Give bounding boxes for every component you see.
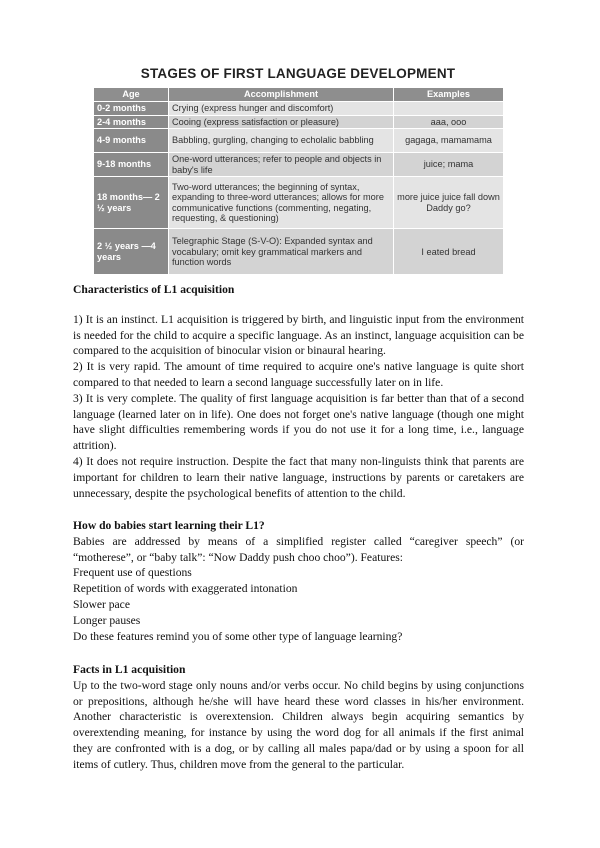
table-row — [94, 177, 504, 229]
section-heading: How do babies start learning their L1? — [73, 519, 265, 532]
row-age: 18 months— 2 ½ years — [94, 177, 169, 229]
table-row — [94, 129, 504, 153]
list-item: Repetition of words with exaggerated intonation — [73, 582, 298, 596]
paragraph: Babies are addressed by means of a simplified register called “caregiver speech” (or “motherese”, or “baby talk”: “Now Daddy push choo choo”). Features: — [73, 534, 524, 564]
table-row — [94, 229, 504, 275]
row-examples: I eated bread — [394, 229, 504, 275]
section-babies — [73, 518, 524, 644]
list-item: Frequent use of questions — [73, 566, 192, 580]
row-accomplishment: One-word utterances; refer to people and objects in baby's life — [169, 153, 394, 177]
row-accomplishment: Cooing (express satisfaction or pleasure) — [169, 115, 394, 129]
table-row — [94, 115, 504, 129]
row-age: 4-9 months — [94, 129, 169, 153]
paragraph: 2) It is very rapid. The amount of time required to acquire one's native language is quite short compared to that needed to learn a second language successfully later on in life. — [73, 360, 524, 389]
paragraph: Up to the two-word stage only nouns and/or verbs occur. No child begins by using conjunctions or prepositions, although he/she will have heard these word classes in his/her environment. Another characteristic is overextension. Children always begin acquiring semantics by overextending meaning, for instance by using the word dog for all animals if the first animal they are confronted with is a dog, or by calling all males papa/dad or by using a spoon for all items of cutlery. Thus, children move from the general to the particular. — [73, 678, 524, 771]
row-examples: juice; mama — [394, 153, 504, 177]
section-heading: Facts in L1 acquisition — [73, 663, 186, 676]
row-examples: more juice juice fall down Daddy go? — [394, 177, 504, 229]
row-examples: aaa, ooo — [394, 115, 504, 129]
row-age: 9-18 months — [94, 153, 169, 177]
paragraph: 3) It is very complete. The quality of first language acquisition is far better than that of a second language (learned later on in life). One does not forget one's native language (though one might have slight difficulties remembering words if you do not use it for a long time, i.e., language attrition). — [73, 391, 524, 453]
section-characteristics — [73, 282, 524, 501]
row-accomplishment: Crying (express hunger and discomfort) — [169, 102, 394, 116]
row-accomplishment: Telegraphic Stage (S-V-O): Expanded syntax and vocabulary; omit key grammatical markers and function words — [169, 229, 394, 275]
stages-table-figure — [93, 66, 503, 275]
header-age: Age — [94, 88, 169, 102]
paragraph: Do these features remind you of some other type of language learning? — [73, 629, 403, 643]
table-title: STAGES OF FIRST LANGUAGE DEVELOPMENT — [140, 66, 456, 81]
row-age: 0-2 months — [94, 102, 169, 116]
row-accomplishment: Babbling, gurgling, changing to echolalic babbling — [169, 129, 394, 153]
row-examples — [394, 102, 504, 116]
header-examples: Examples — [394, 88, 504, 102]
paragraph: 4) It does not require instruction. Despite the fact that many non-linguists think that parents are important for children to learn their native language, instructions by parents or caretakers are unnecessary, despite the psychological benefits of attention to the child. — [73, 454, 524, 500]
table-header-row — [94, 88, 504, 102]
list-item: Longer pauses — [73, 613, 141, 627]
list-item: Slower pace — [73, 597, 130, 611]
row-age: 2 ½ years —4 years — [94, 229, 169, 275]
paragraph: 1) It is an instinct. L1 acquisition is triggered by birth, and linguistic input from the environment is needed for the child to acquire a specific language. As an instinct, language acquisition can be compared to the acquisition of binocular vision or binaural hearing. — [73, 312, 524, 358]
header-accomplishment: Accomplishment — [169, 88, 394, 102]
stages-table — [93, 87, 504, 275]
row-age: 2-4 months — [94, 115, 169, 129]
row-accomplishment: Two-word utterances; the beginning of syntax, expanding to three-word utterances; allows for more communicative functions (commenting, negating, requesting, & questioning) — [169, 177, 394, 229]
section-facts — [73, 662, 524, 773]
table-row — [94, 153, 504, 177]
section-heading: Characteristics of L1 acquisition — [73, 283, 235, 296]
table-row — [94, 102, 504, 116]
row-examples: gagaga, mamamama — [394, 129, 504, 153]
